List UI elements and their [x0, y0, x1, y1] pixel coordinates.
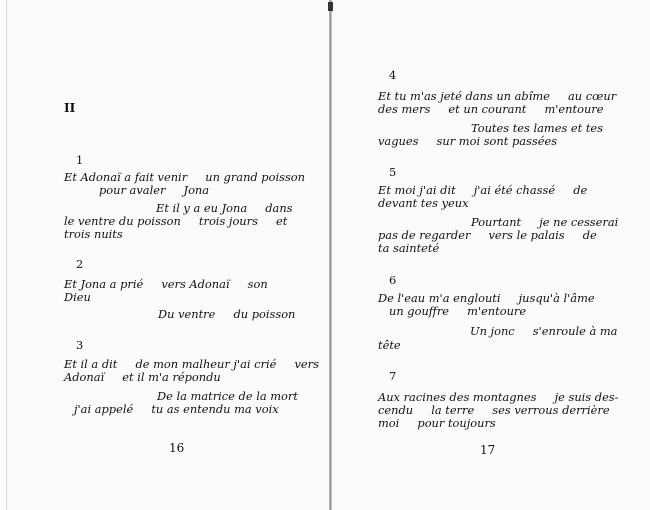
- verse-line: Et Adonaï a fait venir un grand poisson: [64, 170, 305, 184]
- verse-line: trois nuits: [64, 227, 123, 241]
- section-number: 6: [389, 273, 397, 287]
- section-number: 2: [76, 257, 84, 271]
- chapter-heading: II: [64, 101, 76, 115]
- section-number: 5: [389, 165, 397, 179]
- verse-line: Et Jona a prié vers Adonaï son: [64, 277, 268, 291]
- verse-line: ta sainteté: [378, 241, 440, 255]
- verse-line: j'ai appelé tu as entendu ma voix: [74, 402, 279, 416]
- verse-line: De l'eau m'a englouti jusqu'à l'âme: [378, 291, 595, 305]
- verse-line: tête: [378, 338, 401, 352]
- verse-line: Un jonc s'enroule à ma: [470, 324, 618, 338]
- verse-line: des mers et un courant m'entoure: [378, 102, 604, 116]
- verse-line: devant tes yeux: [378, 196, 469, 210]
- book-gutter: [329, 0, 332, 510]
- section-number: 4: [389, 68, 397, 82]
- binding-mark: [328, 2, 333, 11]
- section-number: 3: [76, 338, 84, 352]
- verse-line: Du ventre du poisson: [158, 307, 296, 321]
- verse-line: Et il a dit de mon malheur j'ai crié vers: [64, 357, 319, 371]
- verse-line: Adonaï et il m'a répondu: [64, 370, 221, 384]
- verse-line: Et il y a eu Jona dans: [156, 201, 293, 215]
- verse-line: Aux racines des montagnes je suis des-: [378, 390, 619, 404]
- verse-line: pas de regarder vers le palais de: [378, 228, 597, 242]
- verse-line: moi pour toujours: [378, 416, 496, 430]
- verse-line: Toutes tes lames et tes: [471, 121, 604, 135]
- section-number: 7: [389, 369, 397, 383]
- page-edge: [6, 0, 7, 510]
- verse-line: un gouffre m'entoure: [389, 304, 527, 318]
- verse-line: Et moi j'ai dit j'ai été chassé de: [378, 183, 588, 197]
- verse-line: Pourtant je ne cesserai: [471, 215, 619, 229]
- page-number: 17: [480, 443, 496, 457]
- page-number: 16: [169, 441, 185, 455]
- verse-line: le ventre du poisson trois jours et: [64, 214, 288, 228]
- verse-line: Dieu: [64, 290, 91, 304]
- verse-line: Et tu m'as jeté dans un abîme au cœur: [378, 89, 617, 103]
- section-number: 1: [76, 153, 84, 167]
- verse-line: De la matrice de la mort: [157, 389, 298, 403]
- verse-line: vagues sur moi sont passées: [378, 134, 558, 148]
- verse-line: pour avaler Jona: [99, 183, 210, 197]
- verse-line: cendu la terre ses verrous derrière: [378, 403, 610, 417]
